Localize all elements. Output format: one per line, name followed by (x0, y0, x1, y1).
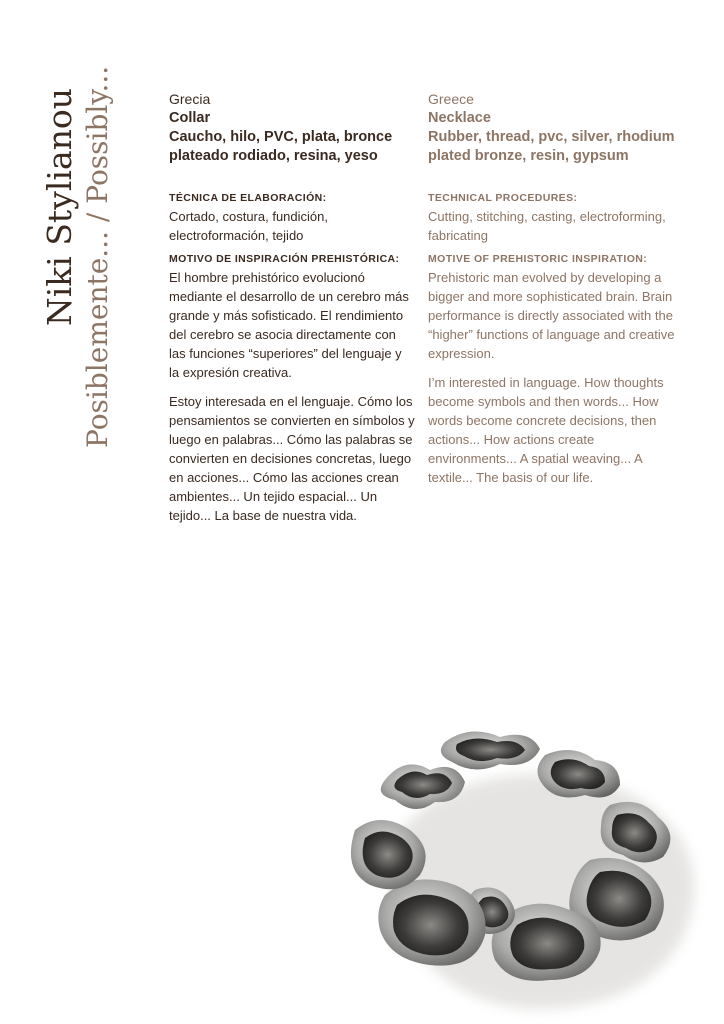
motive-paragraph-2-en: I’m interested in language. How thoughts become symbols and then words... How words become concrete decisions, then actions... How actions create environments... A spatial weaving... A textile... The basis of our life. (428, 375, 664, 485)
work-title: Posiblemente... / Possibly... (81, 65, 114, 448)
technique-text-en: Cutting, stitching, casting, electroforming, fabricating (428, 209, 666, 243)
materials-es: Caucho, hilo, PVC, plata, bronce plateado rodiado, resina, yeso (169, 129, 393, 164)
technique-text-es: Cortado, costura, fundición, electroformación, tejido (169, 209, 328, 243)
motive-paragraph-1-es: El hombre prehistórico evolucionó mediante el desarrollo de un cerebro más grande y más sofisticado. El rendimiento del cerebro se asocia directamente con las funciones “superiores” del lenguaje y la expresión creativa. (169, 270, 409, 380)
vertical-title (40, 65, 126, 448)
motive-label-en: MOTIVE OF PREHISTORIC INSPIRATION: (428, 253, 648, 265)
motive-paragraph-1-en: Prehistoric man evolved by developing a bigger and more sophisticated brain. Brain performance is directly associated with the “higher” functions of language and creative expression. (428, 270, 675, 361)
technique-label-en: TECHNICAL PROCEDURES: (428, 192, 578, 204)
artist-name: Niki Stylianou (40, 88, 79, 327)
country-es: Grecia (169, 91, 211, 107)
motive-label-es: MOTIVO DE INSPIRACIÓN PREHISTÓRICA: (169, 253, 400, 265)
object-es: Collar (169, 110, 211, 126)
country-en: Greece (428, 91, 474, 107)
english-column (428, 90, 686, 487)
materials-en: Rubber, thread, pvc, silver, rhodium plated bronze, resin, gypsum (428, 129, 675, 164)
necklace-photo (325, 720, 710, 1020)
technique-label-es: TÉCNICA DE ELABORACIÓN: (169, 192, 327, 204)
motive-paragraph-2-es: Estoy interesada en el lenguaje. Cómo los pensamientos se convierten en símbolos y luego en palabras... Cómo las palabras se convierten en decisiones concretas, luego en acciones... Cómo las acciones crean ambientes... Un tejido espacial... Un tejido... La base de nuestra vida. (169, 394, 415, 523)
spanish-column (169, 90, 415, 525)
object-en: Necklace (428, 110, 491, 126)
